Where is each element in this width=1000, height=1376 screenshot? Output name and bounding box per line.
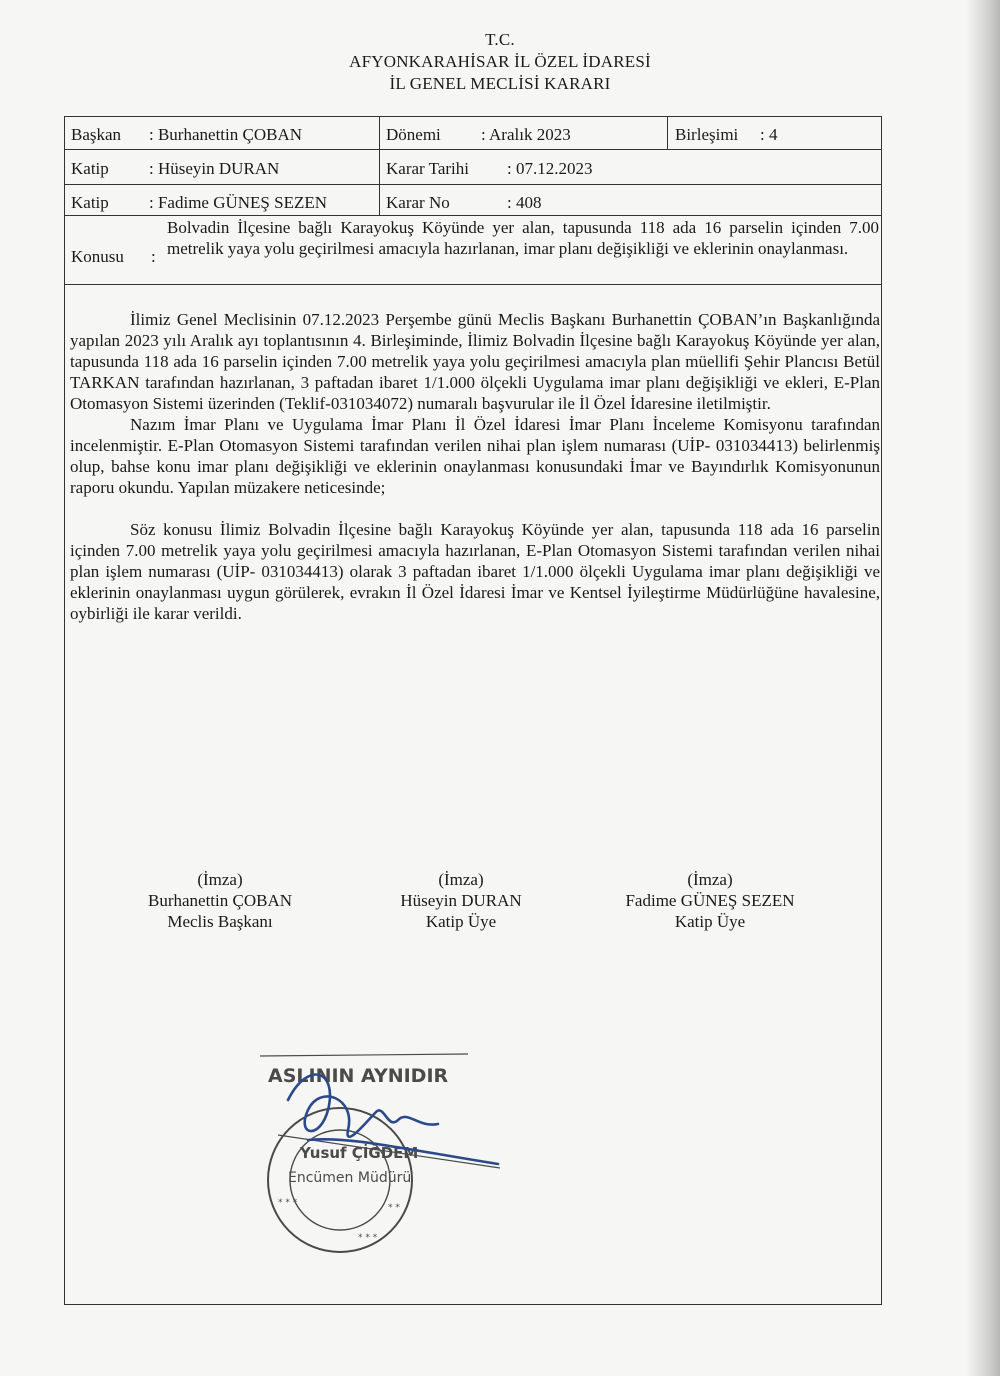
decision-body <box>70 309 880 624</box>
signature-title: Katip Üye <box>425 912 497 931</box>
karar-no-value: : 408 <box>507 193 542 212</box>
signature-title: Katip Üye <box>674 912 746 931</box>
baskan-label: Başkan <box>71 125 122 144</box>
signature-block-clerk-1 <box>341 869 581 932</box>
signature-title: Meclis Başkanı <box>167 912 273 931</box>
header-institution: AFYONKARAHİSAR İL ÖZEL İDARESİ <box>349 52 651 71</box>
karar-tarihi-label: Karar Tarihi <box>386 159 469 178</box>
page-edge-shadow <box>966 0 1000 1376</box>
stamp-aslinin-aynidir: ASLININ AYNIDIR <box>268 1065 449 1087</box>
donemi-value: : Aralık 2023 <box>481 125 571 144</box>
signature-name: Fadime GÜNEŞ SEZEN <box>625 891 795 910</box>
katip1-value: : Hüseyin DURAN <box>149 159 280 178</box>
signature-block-chairman <box>100 869 340 932</box>
table-rule <box>65 284 881 285</box>
signature-name: Hüseyin DURAN <box>400 891 522 910</box>
body-paragraph-3: Söz konusu İlimiz Bolvadin İlçesine bağlı Karayokuş Köyünde yer alan, tapusunda 118 ada 16 parselin içinden 7.00 metrelik yaya yolu geçirilmesi amacıyla hazırlanan, E-Plan Otomasyon Sistemi tarafından verilen nihai plan işlem numarası (UİP- 031034413) olarak 3 paftadan ibaret 1/1.000 ölçekli Uygulama imar planı değişikliği ve eklerinin onaylanması uygun görülerek, evrakın İl Özel İdaresi İmar ve Kentsel İyileştirme Müdürlüğüne havalesine, oybirliği ile karar verildi. <box>70 520 880 623</box>
body-paragraph-2: Nazım İmar Planı ve Uygulama İmar Planı İl Özel İdaresi İmar Planı İnceleme Komisyonu tarafından incelenmiştir. E-Plan Otomasyon Sistemi tarafından verilen nihai plan işlem numarası (UİP- 031034413) belirlenmiş olup, bahse konu imar planı değişikliği ve eklerinin onaylanması konusundaki İmar ve Bayındırlık Komisyonunun raporu okundu. Yapılan müzakere neticesinde; <box>70 415 880 497</box>
konusu-label: Konusu <box>71 247 124 266</box>
header-tc: T.C. <box>485 30 515 49</box>
stamp-officer-title: Encümen Müdürü <box>288 1170 412 1186</box>
certified-copy-stamp <box>248 1040 518 1280</box>
konusu-colon: : <box>151 247 156 266</box>
signature-imza: (İmza) <box>197 870 243 889</box>
birlesimi-value: : 4 <box>760 125 778 144</box>
signature-imza: (İmza) <box>687 870 733 889</box>
stamp-line <box>260 1054 468 1056</box>
signature-name: Burhanettin ÇOBAN <box>147 891 293 910</box>
table-rule <box>65 149 881 150</box>
donemi-label: Dönemi <box>386 125 441 144</box>
signature-block-clerk-2 <box>590 869 830 932</box>
table-rule <box>379 117 380 215</box>
svg-text:* * *: * * * <box>358 1233 378 1243</box>
baskan-value: : Burhanettin ÇOBAN <box>149 125 302 144</box>
birlesimi-label: Birleşimi <box>675 125 739 144</box>
table-rule <box>65 215 881 216</box>
karar-tarihi-value: : 07.12.2023 <box>507 159 593 178</box>
stamp-officer-name: Yusuf ÇİĞDEM <box>300 1144 419 1162</box>
table-rule <box>65 184 881 185</box>
katip2-value: : Fadime GÜNEŞ SEZEN <box>149 193 328 212</box>
karar-no-label: Karar No <box>386 193 450 212</box>
svg-text:* * *: * * * <box>278 1198 298 1208</box>
konusu-text: Bolvadin İlçesine bağlı Karayokuş Köyünde yer alan, tapusunda 118 ada 16 parselin içinden 7.00 metrelik yaya yolu geçirilmesi amacıyla hazırlanan, imar planı değişikliği ve eklerinin onaylanması. <box>167 218 879 258</box>
katip1-label: Katip <box>71 159 109 178</box>
signature-imza: (İmza) <box>438 870 484 889</box>
body-paragraph-1: İlimiz Genel Meclisinin 07.12.2023 Perşembe günü Meclis Başkanı Burhanettin ÇOBAN’ın Başkanlığında yapılan 2023 yılı Aralık ayı toplantısının 4. Birleşiminde, İlimiz Bolvadin İlçesine bağlı Karayokuş Köyünde yer alan, tapusunda 118 ada 16 parselin içinden 7.00 metrelik yaya yolu geçirilmesi amacıyla plan müellifi Şehir Plancısı Betül TARKAN tarafından hazırlanan, 3 paftadan ibaret 1/1.000 ölçekli Uygulama imar planı değişikliği ve ekleri, E-Plan Otomasyon Sistemi üzerinden (Teklif-031034072) numaralı başvurular ile İl Özel İdaresine iletilmiştir. <box>70 310 880 413</box>
header-document-type: İL GENEL MECLİSİ KARARI <box>389 74 611 93</box>
svg-text:* *: * * <box>388 1203 400 1213</box>
katip2-label: Katip <box>71 193 109 212</box>
table-rule <box>667 117 668 149</box>
